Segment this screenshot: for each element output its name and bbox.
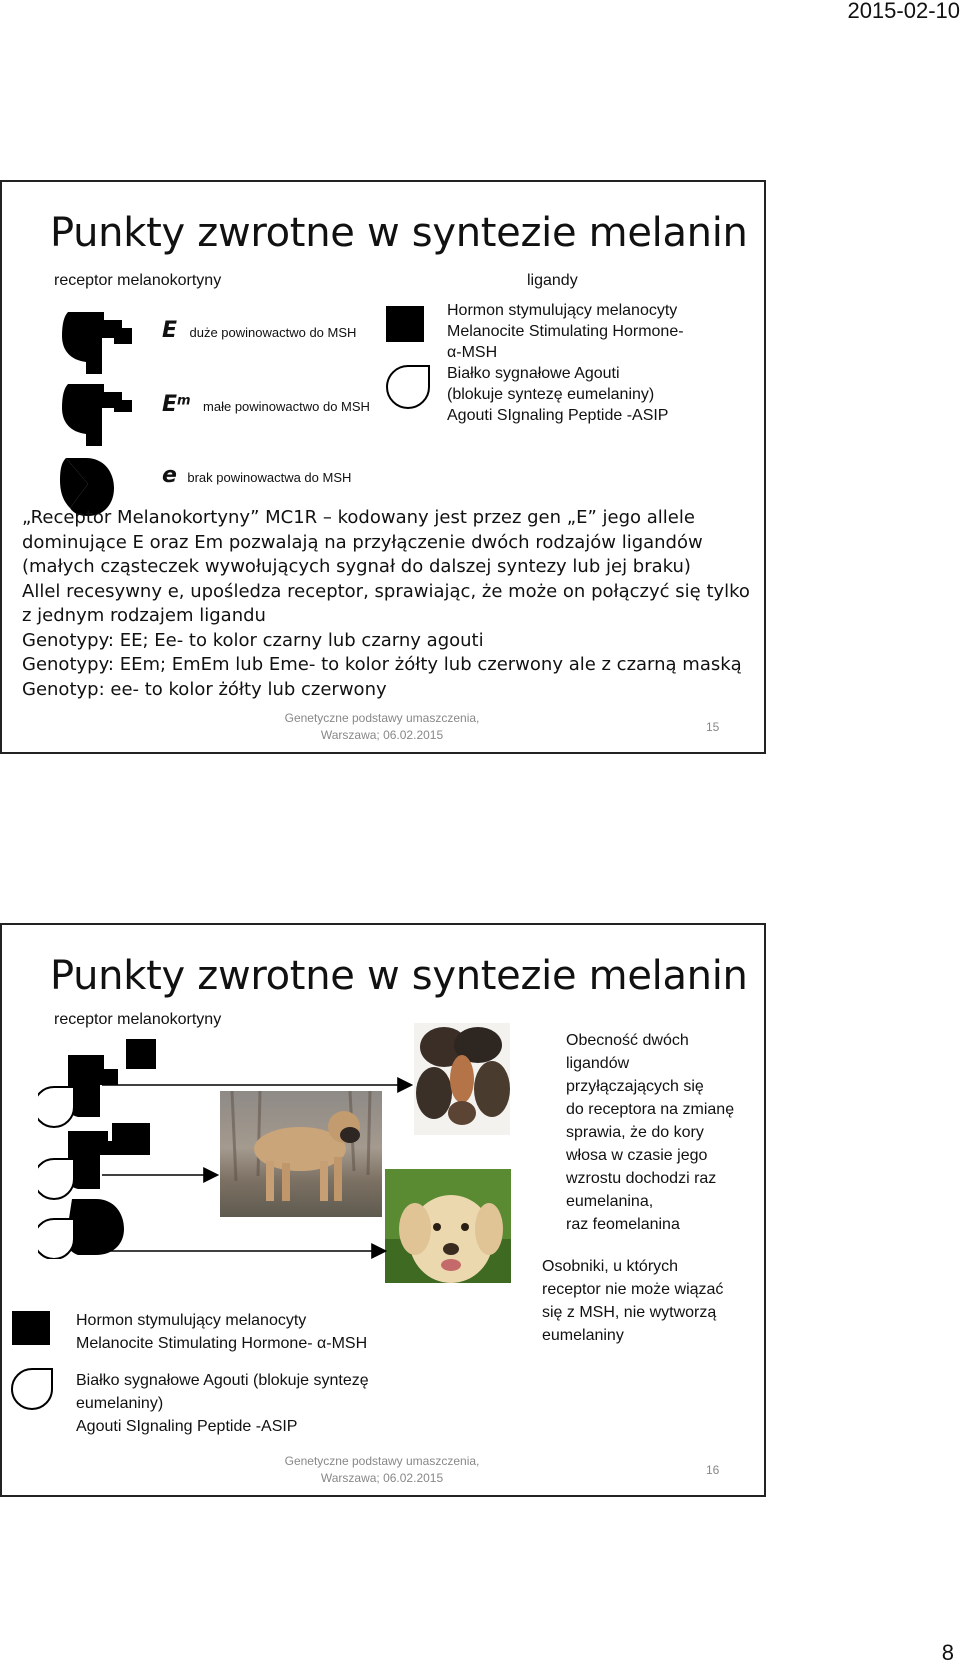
body-line: z jednym rodzajem ligandu — [22, 605, 266, 626]
allele-e-symbol: e — [162, 463, 177, 488]
receptor-label: receptor melanokortyny — [54, 1011, 222, 1028]
receptor-E-icon — [60, 310, 136, 376]
allele-E-desc: duże powinowactwo do MSH — [189, 325, 357, 340]
text-line: Osobniki, u których — [542, 1258, 679, 1275]
asip-drop-icon — [385, 364, 431, 410]
slide-number: 16 — [706, 1463, 720, 1477]
asip-line3: Agouti SIgnaling Peptide -ASIP — [76, 1418, 298, 1435]
body-line: dominujące E oraz Em pozwalają na przyłączenie dwóch rodzajów ligandów — [22, 531, 703, 553]
slide-footer — [252, 710, 512, 744]
asip-ligand-icon — [38, 1087, 74, 1127]
text-line: sprawia, że do kory — [566, 1124, 704, 1141]
msh-line2: Melanocite Stimulating Hormone- α-MSH — [76, 1335, 368, 1352]
asip-line2: eumelaniny) — [76, 1395, 164, 1412]
asip-line3: Agouti SIgnaling Peptide -ASIP — [447, 407, 669, 424]
text-line: się z MSH, nie wytworzą — [542, 1304, 717, 1321]
slide-16 — [0, 923, 766, 1497]
text-line: przyłączających się — [566, 1078, 704, 1095]
msh-line1: Hormon stymulujący melanocyty — [76, 1312, 307, 1329]
allele-e — [162, 463, 351, 488]
body-line: (małych cząsteczek wywołujących sygnał do dalszej syntezy lub jej braku) — [22, 556, 691, 577]
slide-number: 15 — [706, 720, 720, 734]
asip-legend — [76, 1369, 369, 1438]
body-line: Genotypy: EEm; EmEm lub Eme- to kolor żółty lub czerwony ale z czarną maską — [22, 654, 742, 675]
asip-ligand-icon — [38, 1219, 74, 1259]
msh-description — [447, 300, 684, 426]
footer-line1: Genetyczne podstawy umaszczenia, — [284, 711, 480, 725]
msh-square-icon — [386, 306, 424, 342]
asip-drop-icon — [10, 1367, 54, 1411]
text-line: ligandów — [566, 1055, 630, 1072]
slide-title: Punkty zwrotne w syntezie melanin — [50, 210, 748, 256]
msh-line2: Melanocite Stimulating Hormone- — [447, 323, 684, 340]
slide-15 — [0, 180, 766, 754]
text-line: Obecność dwóch — [566, 1032, 689, 1049]
text-line: receptor nie może wiązać — [542, 1281, 724, 1298]
asip-line1: Białko sygnałowe Agouti — [447, 365, 620, 382]
body-line: Genotypy: EE; Ee- to kolor czarny lub czarny agouti — [22, 629, 484, 651]
body-line: „Receptor Melanokortyny” MC1R – kodowany jest przez gen „E” jego allele — [22, 507, 695, 528]
msh-line1: Hormon stymulujący melanocyty — [447, 302, 678, 319]
allele-E — [162, 318, 356, 343]
body-line: Genotyp: ee- to kolor żółty lub czerwony — [22, 678, 387, 700]
footer-line2: Warszawa; 06.02.2015 — [320, 728, 444, 742]
asip-line1: Białko sygnałowe Agouti (blokuje syntezę — [76, 1372, 369, 1389]
slide-title: Punkty zwrotne w syntezie melanin — [50, 953, 748, 999]
msh-line3: α-MSH — [447, 344, 498, 361]
allele-Em-desc: małe powinowactwo do MSH — [203, 399, 370, 414]
page-number: 8 — [941, 1640, 954, 1665]
text-line: wzrostu dochodzi raz — [566, 1170, 717, 1187]
body-text — [22, 506, 750, 702]
receptor-label: receptor melanokortyny — [54, 272, 222, 289]
right-text-1 — [566, 1029, 734, 1236]
asip-line2: (blokuje syntezę eumelaniny) — [447, 386, 655, 403]
text-line: eumelaniny — [542, 1327, 624, 1344]
ligands-label: ligandy — [527, 272, 578, 289]
text-line: raz feomelanina — [566, 1216, 680, 1233]
slide-footer — [252, 1453, 512, 1487]
allele-Em — [162, 392, 370, 417]
receptor-Em-icon — [60, 382, 136, 448]
asip-ligand-icon — [38, 1159, 74, 1199]
allele-Em-sup: m — [177, 393, 191, 409]
allele-E-symbol: E — [162, 318, 178, 343]
footer-line2: Warszawa; 06.02.2015 — [320, 1471, 444, 1485]
allele-Em-symbol: E — [162, 392, 178, 417]
allele-e-desc: brak powinowactwa do MSH — [187, 470, 352, 485]
footer-line1: Genetyczne podstawy umaszczenia, — [284, 1454, 480, 1468]
arrow-lines — [92, 1025, 562, 1285]
msh-square-icon — [12, 1311, 50, 1345]
msh-legend — [76, 1309, 367, 1355]
text-line: do receptora na zmianę — [566, 1101, 735, 1118]
text-line: włosa w czasie jego — [566, 1147, 708, 1164]
right-text-2 — [542, 1255, 723, 1347]
body-line: Allel recesywny e, upośledza receptor, sprawiając, że może on połączyć się tylko — [22, 580, 750, 602]
header-date: 2015-02-10 — [847, 0, 960, 23]
text-line: eumelanina, — [566, 1193, 654, 1210]
